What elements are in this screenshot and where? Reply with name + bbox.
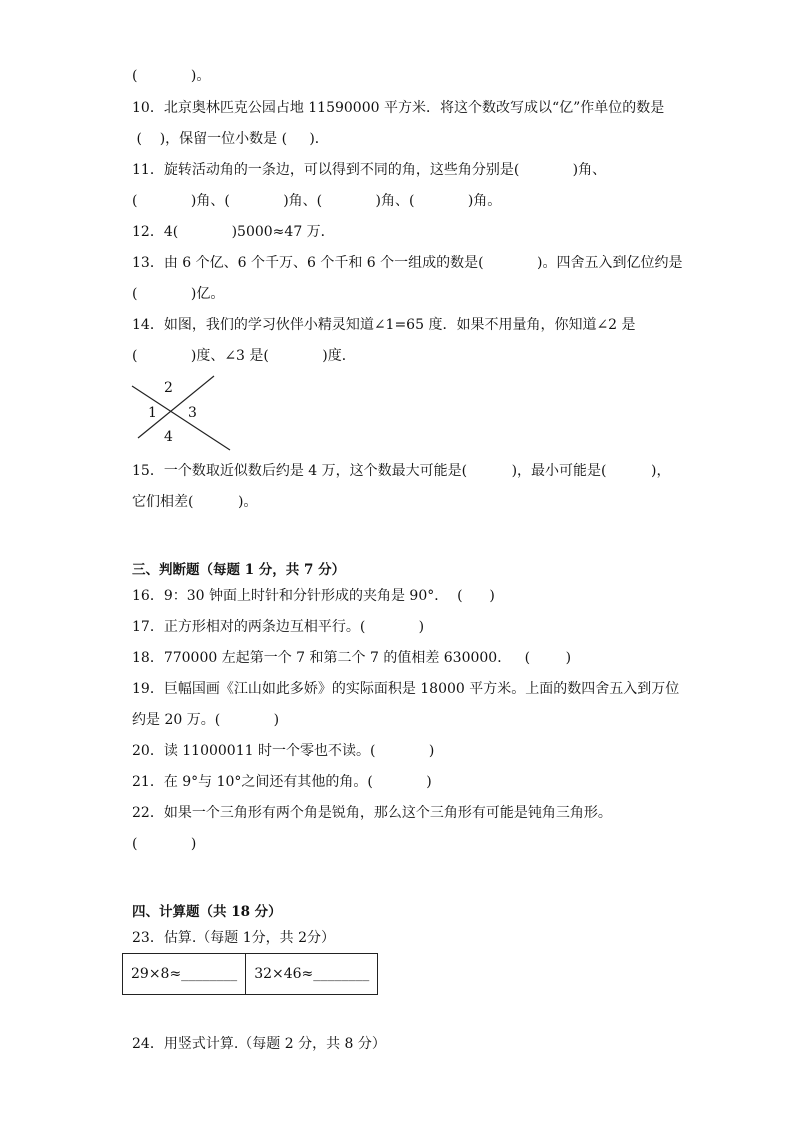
question-line: 18．770000 左起第一个 7 和第二个 7 的值相差 630000． ( ) bbox=[132, 650, 572, 666]
question-line: ( )角、( )角、( )角、( )角。 bbox=[132, 193, 502, 209]
angle-label-4: 4 bbox=[164, 429, 173, 445]
question-line: 23．估算.（每题 1分，共 2分） bbox=[132, 930, 335, 946]
question-line: 它们相差( )。 bbox=[132, 494, 258, 510]
question-line: 约是 20 万。( ) bbox=[132, 712, 280, 728]
question-line: ( )，保留一位小数是 ( )． bbox=[132, 131, 329, 147]
question-line: 24．用竖式计算.（每题 2 分，共 8 分） bbox=[132, 1036, 386, 1052]
section-heading: 四、计算题（共 18 分） bbox=[132, 904, 282, 920]
estimation-table bbox=[122, 953, 378, 995]
question-line: 10．北京奥林匹克公园占地 11590000 平方米．将这个数改写成以“亿”作单位的数是 bbox=[132, 100, 665, 116]
angle-figure bbox=[130, 372, 240, 456]
question-line: 15．一个数取近似数后约是 4 万，这个数最大可能是( )，最小可能是( )， bbox=[132, 463, 671, 479]
question-line: 12．4( )5000≈47 万． bbox=[132, 224, 335, 240]
question-line: 16．9：30 钟面上时针和分针形成的夹角是 90°． ( ) bbox=[132, 588, 495, 604]
angle-label-1: 1 bbox=[148, 405, 157, 421]
question-line: 19．巨幅国画《江山如此多娇》的实际面积是 18000 平方米。上面的数四舍五入到万位 bbox=[132, 681, 680, 697]
question-line: ( )度、∠3 是( )度． bbox=[132, 348, 356, 364]
angle-label-3: 3 bbox=[188, 405, 197, 421]
table-row bbox=[123, 954, 378, 995]
question-line: 17．正方形相对的两条边互相平行。( ) bbox=[132, 619, 425, 635]
question-line: ( )。 bbox=[132, 68, 211, 84]
question-line: 22．如果一个三角形有两个角是锐角，那么这个三角形有可能是钝角三角形。 bbox=[132, 805, 612, 821]
estimate-cell-1[interactable]: 29×8≈________ bbox=[123, 954, 246, 995]
question-line: 13．由 6 个亿、6 个千万、6 个千和 6 个一组成的数是( )。四舍五入到亿位约是 bbox=[132, 255, 683, 271]
question-line: ( )亿。 bbox=[132, 286, 225, 302]
estimate-cell-2[interactable]: 32×46≈________ bbox=[246, 954, 378, 995]
angle-label-2: 2 bbox=[164, 380, 173, 396]
question-line: 14．如图，我们的学习伙伴小精灵知道∠1=65 度．如果不用量角，你知道∠2 是 bbox=[132, 317, 636, 333]
question-line: 21．在 9°与 10°之间还有其他的角。( ) bbox=[132, 774, 432, 790]
question-line: ( ) bbox=[132, 836, 197, 852]
question-line: 11．旋转活动角的一条边，可以得到不同的角，这些角分别是( )角、 bbox=[132, 162, 607, 178]
intersecting-line-a bbox=[132, 386, 230, 450]
section-heading: 三、判断题（每题 1 分，共 7 分） bbox=[132, 562, 346, 578]
question-line: 20．读 11000011 时一个零也不读。( ) bbox=[132, 743, 435, 759]
